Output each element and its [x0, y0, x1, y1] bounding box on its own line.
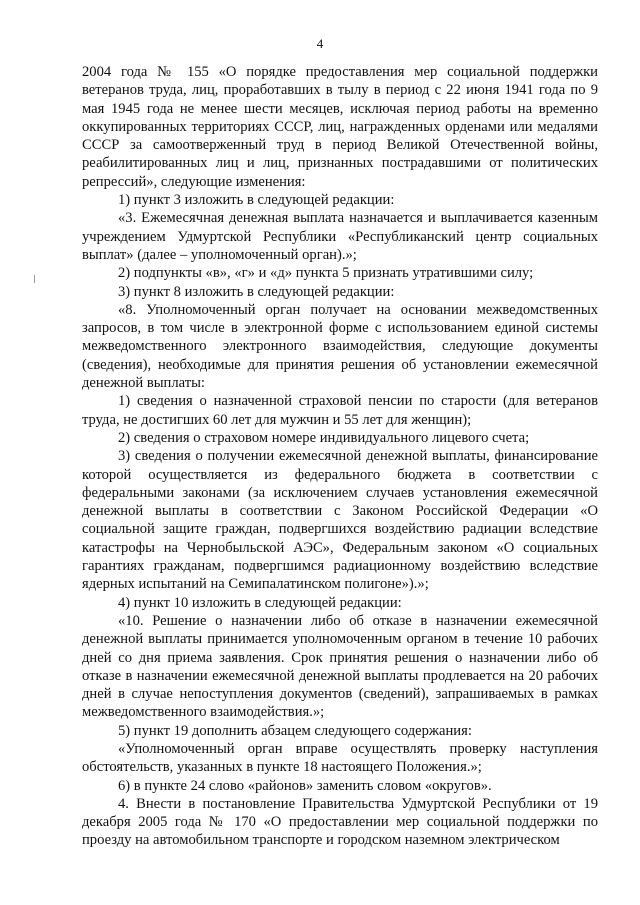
- margin-mark: [34, 275, 35, 283]
- paragraph-item-5: 5) пункт 19 дополнить абзацем следующего содержания:: [118, 722, 472, 739]
- paragraph-item-6: 6) в пункте 24 слово «районов» заменить словом «округов».: [118, 777, 492, 794]
- paragraph-section-4: 4. Внести в постановление Правительства Удмуртской Республики от 19 декабря 2005 года № 170 «О предоставлении мер социальной поддержки по проезду на автомобильном транспорте и городском наземном электрическом: [82, 795, 598, 849]
- document-body: [82, 63, 598, 850]
- paragraph-quote-10: «10. Решение о назначении либо об отказе в назначении ежемесячной денежной выплаты принимается уполномоченным органом в течение 10 рабочих дней со дня приема заявления. Срок принятия решения о назначении либо об отказе в назначении ежемесячной денежной выплаты продлевается на 20 рабочих дней в случае непоступления документов (сведений), запрашиваемых в рамках межведомственного взаимодействия.»;: [82, 612, 598, 721]
- paragraph-quote-8: «8. Уполномоченный орган получает на основании межведомственных запросов, в том числе в электронной форме с использованием единой системы межведомственного электронного взаимодействия, следующие документы (сведения), необходимые для принятия решения об установлении ежемесячной денежной выплаты:: [82, 301, 598, 392]
- paragraph-subitem-2: 2) сведения о страховом номере индивидуального лицевого счета;: [118, 429, 530, 446]
- paragraph-item-3: 3) пункт 8 изложить в следующей редакции:: [118, 283, 395, 300]
- page-number: 4: [316, 36, 324, 51]
- paragraph-item-4: 4) пункт 10 изложить в следующей редакции:: [118, 594, 402, 611]
- paragraph-quote-3: «3. Ежемесячная денежная выплата назначается и выплачивается казенным учреждением Удмуртской Республики «Республиканский центр социальных выплат» (далее – уполномоченный орган).»;: [82, 210, 598, 263]
- paragraph-continuation: 2004 года № 155 «О порядке предоставления мер социальной поддержки ветеранов труда, лиц, проработавших в тылу в период с 22 июня 1941 года по 9 мая 1945 года не менее шести месяцев, исключая период работы на временно оккупированных территориях СССР, лиц, награжденных орденами или медалями СССР за самоотверженный труд в период Великой Отечественной войны, реабилитированных лиц и лиц, признанных пострадавшими от политических репрессий», следующие изменения:: [82, 64, 598, 190]
- paragraph-subitem-3: 3) сведения о получении ежемесячной денежной выплаты, финансирование которой осуществляется из федерального бюджета в соответствии с федеральными законами (за исключением случаев установления ежемесячной денежной выплаты в соответствии с Законом Российской Федерации «О социальной защите граждан, подвергшихся воздействию радиации вследствие катастрофы на Чернобыльской АЭС», Федеральным законом «О социальных гарантиях гражданам, подвергшимся радиационному воздействию вследствие ядерных испытаний на Семипалатинском полигоне»).»;: [82, 448, 598, 593]
- paragraph-subitem-1: 1) сведения о назначенной страховой пенсии по старости (для ветеранов труда, не достигших 60 лет для мужчин и 55 лет для женщин);: [82, 393, 598, 428]
- paragraph-item-1: 1) пункт 3 изложить в следующей редакции:: [118, 192, 395, 209]
- paragraph-quote-19: «Уполномоченный орган вправе осуществлять проверку наступления обстоятельств, указанных в пункте 18 настоящего Положения.»;: [82, 740, 598, 776]
- paragraph-item-2: 2) подпункты «в», «г» и «д» пункта 5 признать утратившими силу;: [118, 265, 534, 282]
